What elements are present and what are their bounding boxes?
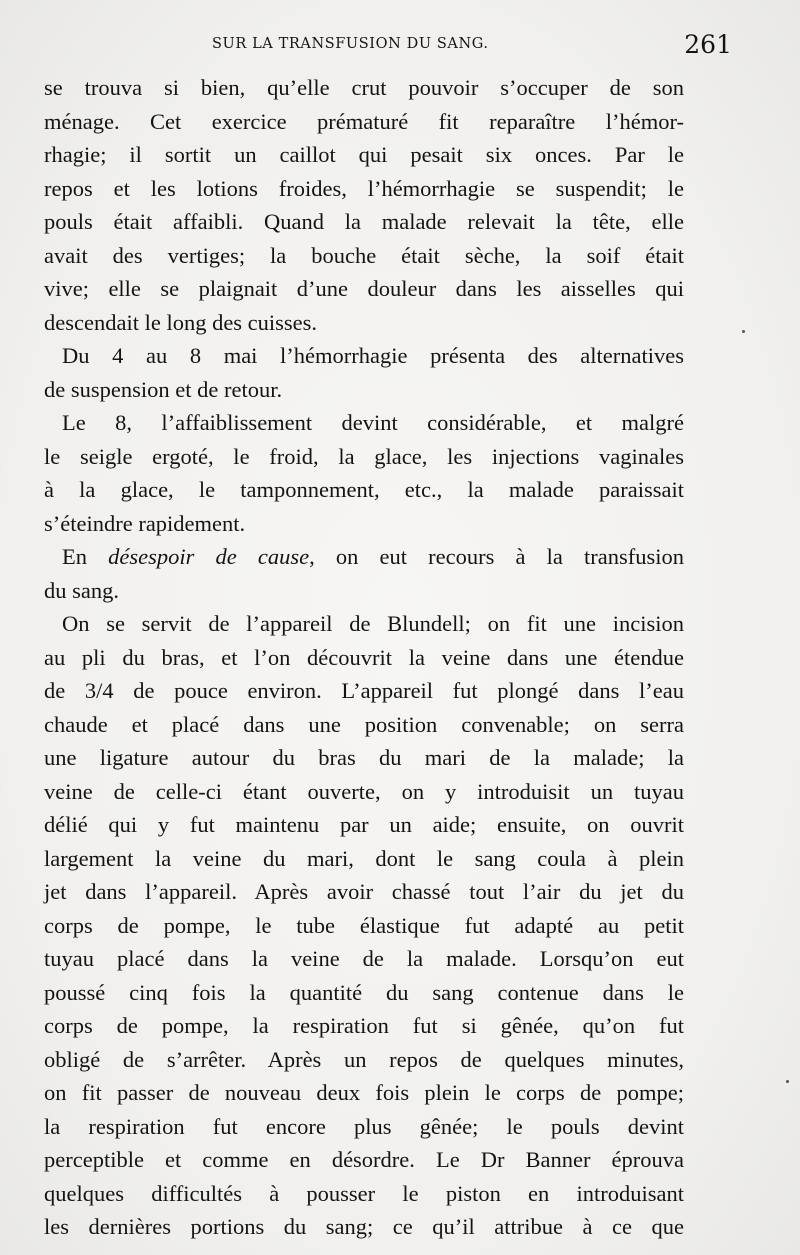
text-line: pouls était affaibli. Quand la malade relevait la tête, elle <box>44 209 684 234</box>
page-number: 261 <box>684 30 732 59</box>
text-line: veine de celle-ci étant ouverte, on y introduisit un tuyau <box>44 778 684 804</box>
text-line: se trouva si bien, qu’elle crut pouvoir s’occuper de son <box>44 75 684 100</box>
text-line: à la glace, le tamponnement, etc., la malade paraissait <box>44 477 684 502</box>
text-line: tuyau placé dans la veine de la malade. Lorsqu’on eut <box>44 946 684 971</box>
text-line: les dernières portions du sang; ce qu’il attribue à ce que <box>44 1214 684 1239</box>
text-line: le seigle ergoté, le froid, la glace, les injections vaginales <box>44 443 684 469</box>
paragraph <box>44 71 684 339</box>
text-line: une ligature autour du bras du mari de la malade; la <box>44 745 684 770</box>
text-line: descendait le long des cuisses. <box>44 309 318 335</box>
paragraph <box>44 540 684 607</box>
scan-speck <box>742 330 745 333</box>
text-line: ménage. Cet exercice prématuré fit reparaître l’hémor- <box>44 108 684 134</box>
text-line: chaude et placé dans une position convenable; on serra <box>44 711 684 737</box>
paragraph <box>44 406 684 540</box>
emphasis: désespoir de cause <box>108 544 310 569</box>
text-line: corps de pompe, la respiration fut si gênée, qu’on fut <box>44 1013 684 1038</box>
text-line: s’éteindre rapidement. <box>44 510 246 536</box>
text-line: Du 4 au 8 mai l’hémorrhagie présenta des alternatives <box>62 343 684 368</box>
running-title: SUR LA TRANSFUSION DU SANG. <box>212 36 489 52</box>
text-line: Le 8, l’affaiblissement devint considérable, et malgré <box>62 410 684 435</box>
text-line: En désespoir de cause, on eut recours à la transfusion <box>62 544 684 569</box>
running-head <box>40 30 760 64</box>
paragraph <box>44 607 684 1244</box>
text-line: du sang. <box>44 577 119 603</box>
text-line: avait des vertiges; la bouche était sèche, la soif était <box>44 242 684 268</box>
text-line: délié qui y fut maintenu par un aide; ensuite, on ouvrit <box>44 812 684 837</box>
text-line: vive; elle se plaignait d’une douleur dans les aisselles qui <box>44 276 684 301</box>
scan-speck <box>786 1080 789 1083</box>
text-line: quelques difficultés à pousser le piston en introduisant <box>44 1180 684 1206</box>
text-line: corps de pompe, le tube élastique fut adapté au petit <box>44 912 684 938</box>
text-line: de 3/4 de pouce environ. L’appareil fut plongé dans l’eau <box>44 678 684 703</box>
text-line: poussé cinq fois la quantité du sang contenue dans le <box>44 979 684 1005</box>
paragraph <box>44 339 684 406</box>
text-line: perceptible et comme en désordre. Le Dr Banner éprouva <box>44 1147 684 1172</box>
text-line: largement la veine du mari, dont le sang coula à plein <box>44 845 684 871</box>
text-line: repos et les lotions froides, l’hémorrhagie se suspendit; le <box>44 175 684 201</box>
text-line: rhagie; il sortit un caillot qui pesait six onces. Par le <box>44 142 684 167</box>
text-body <box>44 71 684 1244</box>
text-line: on fit passer de nouveau deux fois plein le corps de pompe; <box>44 1080 684 1105</box>
text-line: On se servit de l’appareil de Blundell; on fit une incision <box>62 611 684 636</box>
text-line: obligé de s’arrêter. Après un repos de quelques minutes, <box>44 1046 684 1072</box>
text-line: la respiration fut encore plus gênée; le pouls devint <box>44 1113 684 1139</box>
text-line: au pli du bras, et l’on découvrit la veine dans une étendue <box>44 644 684 670</box>
text-line: jet dans l’appareil. Après avoir chassé tout l’air du jet du <box>44 879 684 904</box>
text-line: de suspension et de retour. <box>44 376 283 402</box>
